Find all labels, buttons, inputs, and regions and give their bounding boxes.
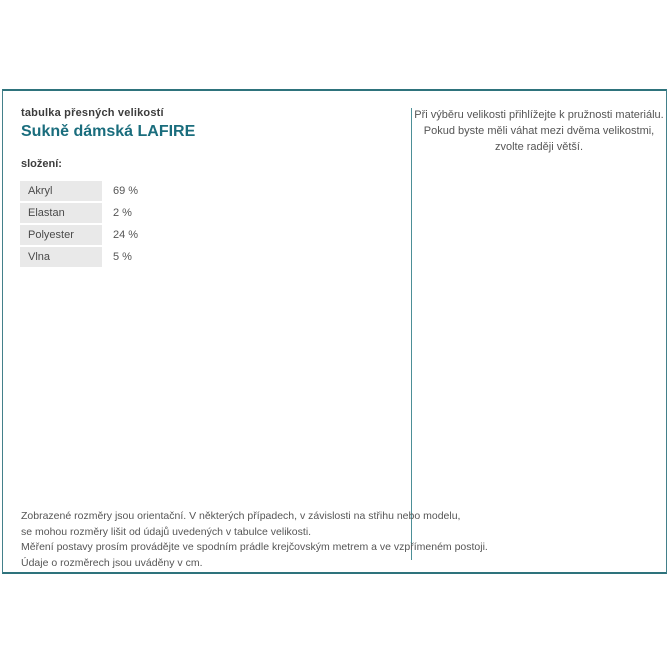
product-title: Sukně dámská LAFIRE: [21, 123, 196, 140]
size-info-panel: [2, 89, 667, 574]
composition-row: [20, 203, 240, 223]
panel-eyebrow-label: tabulka přesných velikostí: [21, 107, 164, 119]
measurement-notes: [21, 509, 488, 571]
material-name: Elastan: [20, 203, 102, 223]
advice-line: zvolte raději větší.: [494, 141, 584, 153]
advice-line: Při výběru velikosti přihlížejte k pružnosti materiálu.: [414, 109, 664, 121]
material-name: Vlna: [20, 247, 102, 267]
size-advice-text: [413, 107, 665, 155]
composition-row: [20, 225, 240, 245]
composition-label: složení:: [21, 158, 62, 170]
note-line: Zobrazené rozměry jsou orientační. V některých případech, v závislosti na střihu nebo modelu,: [21, 510, 461, 522]
material-percentage: 24 %: [113, 229, 139, 241]
material-percentage: 2 %: [113, 207, 132, 219]
note-line: Údaje o rozměrech jsou uváděny v cm.: [21, 556, 203, 569]
composition-row: [20, 181, 240, 201]
material-percentage: 5 %: [113, 251, 132, 263]
note-line: Měření postavy prosím provádějte ve spodním prádle krejčovským metrem a ve vzpřímeném postoji.: [21, 541, 488, 553]
material-name: Polyester: [20, 225, 102, 245]
composition-table: [20, 181, 240, 269]
material-name: Akryl: [20, 181, 102, 201]
advice-line: Pokud byste měli váhat mezi dvěma velikostmi,: [423, 125, 655, 137]
material-percentage: 69 %: [113, 185, 139, 197]
composition-row: [20, 247, 240, 267]
vertical-divider: [411, 108, 412, 560]
note-line: se mohou rozměry lišit od údajů uvedených v tabulce velikosti.: [21, 525, 312, 538]
